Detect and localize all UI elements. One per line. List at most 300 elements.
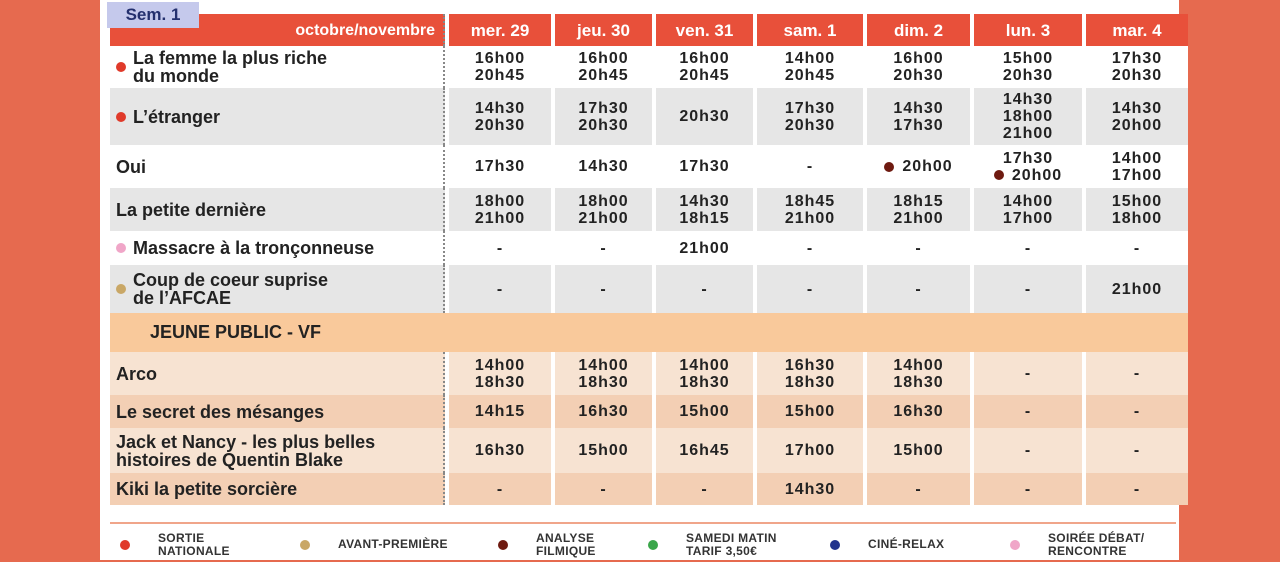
showtime	[679, 158, 729, 175]
showtime-text: 17h30	[474, 158, 526, 175]
showtime	[1025, 365, 1031, 382]
showtime-cell	[1086, 231, 1188, 265]
showtime-cell	[757, 352, 863, 395]
showtime-text: -	[1133, 365, 1141, 382]
showtime-cell	[757, 395, 863, 428]
showtime-text: -	[1133, 403, 1141, 420]
showtime	[915, 281, 921, 298]
showtime-cell	[656, 265, 753, 313]
showtime-text: 14h00	[893, 356, 944, 374]
film-title	[110, 352, 445, 395]
showtime-cell	[555, 265, 652, 313]
showtime-text: 16h45	[679, 442, 730, 459]
showtime	[893, 374, 943, 391]
showtime-cell	[974, 145, 1082, 188]
showtime-list	[994, 150, 1062, 184]
showtime-cell	[449, 46, 551, 88]
week-tab: Sem. 1	[107, 2, 199, 28]
showtime-cell	[1086, 265, 1188, 313]
showtime-list	[578, 100, 628, 134]
header-day: mer. 29	[449, 14, 551, 46]
showtime	[893, 193, 943, 210]
showtime	[785, 100, 835, 117]
showtime-list	[1025, 365, 1031, 382]
showtime-list	[1025, 403, 1031, 420]
showtime-cell	[757, 145, 863, 188]
schedule-grid	[110, 14, 1176, 505]
analyse-filmique-dot-icon	[994, 170, 1004, 180]
showtime-text: 20h45	[578, 67, 629, 84]
showtime-list	[475, 442, 525, 459]
showtime-cell	[974, 188, 1082, 231]
showtime-cell	[757, 188, 863, 231]
showtime	[893, 442, 943, 459]
showtime-list	[807, 240, 813, 257]
showtime-list	[785, 403, 835, 420]
showtime	[785, 193, 835, 210]
film-title-line2: du monde	[133, 66, 219, 86]
showtime-text: 14h00	[474, 356, 526, 374]
showtime-list	[785, 357, 835, 391]
showtime-cell	[757, 88, 863, 145]
showtime-text: 14h00	[784, 50, 836, 67]
showtime-cell	[555, 352, 652, 395]
showtime-cell	[555, 473, 652, 505]
showtime-text: 20h00	[1111, 116, 1163, 134]
showtime-text: 21h00	[1002, 125, 1054, 142]
showtime-text: 17h00	[784, 442, 836, 459]
showtime	[578, 210, 628, 227]
film-title-text	[116, 158, 146, 176]
showtime-text: 14h00	[679, 356, 730, 374]
showtime-cell	[656, 231, 753, 265]
showtime-text: 18h00	[474, 192, 526, 210]
showtime-cell	[974, 352, 1082, 395]
showtime-cell	[449, 231, 551, 265]
film-title-line1: Le secret des mésanges	[116, 401, 325, 422]
showtime	[1112, 281, 1162, 298]
showtime-text: -	[496, 480, 504, 498]
showtime-list	[1112, 281, 1162, 298]
showtime-cell	[555, 145, 652, 188]
legend-dot-icon	[120, 540, 130, 550]
showtime-text: 15h00	[1111, 192, 1163, 210]
showtime-list	[1134, 403, 1140, 420]
showtime-text: 17h30	[1002, 149, 1054, 167]
showtime	[893, 67, 943, 84]
showtime-list	[1003, 91, 1053, 142]
showtime-list	[915, 481, 921, 498]
showtime-list	[578, 403, 628, 420]
showtime-cell	[867, 352, 970, 395]
showtime-text: -	[1133, 480, 1141, 498]
showtime	[915, 240, 921, 257]
showtime-list	[807, 158, 813, 175]
showtime	[785, 481, 835, 498]
showtime-text: -	[1024, 239, 1032, 257]
legend-dot-icon	[648, 540, 658, 550]
showtime-cell	[1086, 473, 1188, 505]
analyse-filmique-dot-icon	[884, 162, 894, 172]
showtime-list	[578, 442, 628, 459]
showtime-text: 16h30	[474, 442, 526, 459]
showtime-text: 14h30	[1111, 99, 1163, 117]
legend-label	[338, 538, 458, 551]
legend-label-line1: SOIRÉE DÉBAT/	[1048, 531, 1145, 545]
legend-dot-icon	[300, 540, 310, 550]
showtime-list	[578, 193, 628, 227]
film-title-line2: de l’AFCAE	[133, 288, 232, 308]
film-title-text	[133, 49, 327, 85]
showtime	[475, 357, 525, 374]
showtime-list	[679, 158, 729, 175]
film-title	[110, 88, 445, 145]
legend-item	[120, 532, 278, 558]
showtime-cell	[867, 46, 970, 88]
showtime-list	[915, 240, 921, 257]
legend-label-line1: ANALYSE	[536, 531, 595, 545]
legend-label	[1048, 532, 1168, 558]
showtime-list	[679, 357, 729, 391]
showtime-text: 14h30	[474, 99, 526, 117]
showtime-text: -	[1024, 403, 1032, 420]
showtime-cell	[449, 145, 551, 188]
showtime-text: 14h30	[893, 99, 944, 117]
showtime	[785, 67, 835, 84]
film-title	[110, 265, 445, 313]
showtime-cell	[867, 428, 970, 473]
showtime-list	[578, 50, 628, 84]
showtime-cell	[555, 188, 652, 231]
showtime-text: -	[806, 158, 814, 175]
showtime-list	[1025, 281, 1031, 298]
showtime-text: -	[1024, 365, 1032, 382]
showtime	[1003, 125, 1053, 142]
showtime	[807, 240, 813, 257]
showtime-text: -	[1133, 442, 1141, 459]
showtime-text: -	[496, 239, 504, 257]
showtime-text: 20h30	[1002, 67, 1054, 84]
legend-item	[1010, 532, 1168, 558]
showtime-text: -	[1024, 442, 1032, 459]
showtime-text: -	[701, 280, 708, 298]
showtime	[785, 374, 835, 391]
film-title	[110, 46, 445, 88]
showtime-text: 18h15	[893, 192, 944, 210]
showtime-text: 18h15	[679, 209, 730, 227]
legend-label-line1: CINÉ-RELAX	[868, 537, 945, 551]
showtime	[893, 100, 943, 117]
showtime-list	[1112, 193, 1162, 227]
film-category-dot-icon	[116, 112, 126, 122]
showtime-list	[785, 100, 835, 134]
showtime-cell	[1086, 428, 1188, 473]
showtime	[807, 158, 813, 175]
showtime-cell	[757, 473, 863, 505]
showtime-text: 20h45	[474, 67, 526, 84]
showtime-list	[679, 442, 729, 459]
showtime-text: -	[600, 280, 607, 298]
showtime	[785, 357, 835, 374]
showtime-list	[1134, 442, 1140, 459]
showtime-list	[915, 281, 921, 298]
film-title-line1: Arco	[116, 363, 158, 384]
showtime-cell	[757, 428, 863, 473]
showtime-text: 14h15	[474, 403, 526, 420]
showtime	[785, 403, 835, 420]
legend-item	[830, 538, 988, 551]
showtime-text: 14h30	[784, 480, 836, 498]
showtime	[578, 117, 628, 134]
film-title	[110, 473, 445, 505]
legend	[110, 522, 1176, 562]
showtime	[893, 50, 943, 67]
showtime-text: -	[806, 239, 814, 257]
legend-item	[498, 532, 656, 558]
showtime-list	[1025, 481, 1031, 498]
showtime-list	[679, 50, 729, 84]
showtime-text: 15h00	[578, 442, 629, 459]
showtime-cell	[1086, 46, 1188, 88]
legend-label-line1: SAMEDI MATIN	[686, 531, 777, 545]
showtime-text: 21h00	[1111, 280, 1163, 298]
legend-item	[648, 532, 806, 558]
showtime-cell	[449, 352, 551, 395]
showtime-text: 21h00	[679, 239, 730, 257]
showtime	[679, 403, 729, 420]
showtime-list	[701, 481, 707, 498]
showtime	[1112, 150, 1162, 167]
film-title-text	[116, 365, 157, 383]
showtime	[600, 481, 606, 498]
film-title-line1: La petite dernière	[116, 199, 267, 220]
showtime	[1003, 108, 1053, 125]
showtime-list	[785, 193, 835, 227]
showtime	[807, 281, 813, 298]
showtime-list	[893, 100, 943, 134]
showtime	[679, 374, 729, 391]
showtime-list	[1003, 193, 1053, 227]
showtime	[475, 442, 525, 459]
showtime	[1134, 442, 1140, 459]
showtime-text: 18h00	[1002, 108, 1054, 125]
showtime-cell	[867, 395, 970, 428]
showtime-list	[578, 158, 628, 175]
showtime-cell	[867, 265, 970, 313]
showtime	[475, 67, 525, 84]
showtime-text: 18h30	[578, 373, 629, 391]
showtime-text: 18h45	[784, 192, 836, 210]
film-title-line1: L’étranger	[133, 106, 221, 127]
film-title-line1: Kiki la petite sorcière	[116, 479, 298, 499]
showtime-text: 20h30	[578, 116, 629, 134]
showtime-text: -	[915, 280, 922, 298]
showtime-text: 16h30	[784, 356, 836, 374]
showtime-cell	[867, 473, 970, 505]
showtime-text: -	[600, 239, 607, 257]
showtime-list	[785, 442, 835, 459]
film-title	[110, 428, 445, 473]
showtime	[1025, 281, 1031, 298]
showtime	[578, 357, 628, 374]
showtime	[893, 357, 943, 374]
showtime-text: 20h30	[474, 116, 526, 134]
showtime	[701, 281, 707, 298]
showtime-cell	[656, 428, 753, 473]
film-title	[110, 231, 445, 265]
showtime-text: 20h30	[1111, 67, 1163, 84]
showtime	[578, 67, 628, 84]
film-title	[110, 145, 445, 188]
film-title-text	[133, 271, 328, 307]
showtime-text: 16h30	[893, 403, 944, 420]
showtime-list	[1112, 100, 1162, 134]
showtime-text: 21h00	[784, 209, 836, 227]
showtime	[679, 108, 729, 125]
film-title-text	[116, 433, 375, 469]
showtime	[893, 210, 943, 227]
showtime-cell	[974, 265, 1082, 313]
showtime-text: -	[915, 480, 922, 498]
showtime-text: 20h00	[1011, 166, 1063, 184]
showtime-text: 18h00	[1111, 209, 1163, 227]
showtime-list	[1134, 365, 1140, 382]
showtime	[679, 442, 729, 459]
showtime-cell	[1086, 352, 1188, 395]
showtime-cell	[449, 395, 551, 428]
legend-label-line2: RENCONTRE	[1048, 544, 1127, 558]
showtime-text: 16h00	[893, 50, 944, 67]
showtime	[1134, 365, 1140, 382]
showtime-cell	[656, 188, 753, 231]
showtime	[578, 442, 628, 459]
legend-label-line2: NATIONALE	[158, 544, 230, 558]
showtime	[884, 158, 952, 175]
legend-label-line1: AVANT-PREMIÈRE	[338, 537, 448, 551]
header-month: octobre/novembre	[110, 14, 445, 46]
showtime	[1025, 442, 1031, 459]
showtime	[1025, 403, 1031, 420]
showtime-text: 14h00	[578, 356, 629, 374]
showtime-list	[600, 240, 606, 257]
showtime	[475, 158, 525, 175]
showtime-list	[1134, 481, 1140, 498]
showtime	[679, 210, 729, 227]
showtime	[1025, 481, 1031, 498]
showtime-cell	[449, 188, 551, 231]
showtime	[497, 481, 503, 498]
showtime	[679, 240, 729, 257]
showtime-list	[497, 481, 503, 498]
showtime	[915, 481, 921, 498]
showtime-list	[785, 50, 835, 84]
showtime-text: 18h30	[679, 373, 730, 391]
showtime-list	[1025, 240, 1031, 257]
showtime-text: 15h00	[893, 442, 944, 459]
showtime-list	[600, 281, 606, 298]
showtime-list	[578, 357, 628, 391]
showtime-list	[893, 50, 943, 84]
showtime	[1112, 167, 1162, 184]
showtime	[1112, 193, 1162, 210]
showtime-list	[475, 403, 525, 420]
showtime-text: 21h00	[893, 209, 944, 227]
showtime-list	[893, 442, 943, 459]
showtime	[994, 150, 1062, 167]
showtime-list	[475, 100, 525, 134]
showtime	[475, 100, 525, 117]
showtime-cell	[1086, 88, 1188, 145]
showtime	[1003, 67, 1053, 84]
showtime-text: 14h30	[578, 158, 629, 175]
showtime-cell	[555, 428, 652, 473]
showtime	[1134, 403, 1140, 420]
showtime-cell	[555, 46, 652, 88]
showtime	[1025, 240, 1031, 257]
showtime-text: 17h30	[679, 158, 730, 175]
showtime-cell	[555, 88, 652, 145]
showtime-cell	[867, 231, 970, 265]
film-title	[110, 188, 445, 231]
showtime-list	[600, 481, 606, 498]
showtime-cell	[867, 188, 970, 231]
showtime-text: 18h30	[784, 373, 836, 391]
film-title-line1: Coup de coeur suprise	[133, 270, 329, 290]
film-title-text	[116, 201, 266, 219]
showtime	[497, 281, 503, 298]
showtime-cell	[449, 88, 551, 145]
showtime-text: 20h45	[679, 67, 730, 84]
legend-dot-icon	[498, 540, 508, 550]
header-day: ven. 31	[656, 14, 753, 46]
legend-label-line1: SORTIE	[158, 531, 205, 545]
film-title-line1: La femme la plus riche	[133, 48, 328, 68]
header-day: jeu. 30	[555, 14, 652, 46]
showtime-text: 16h00	[679, 50, 730, 67]
showtime-text: 15h00	[679, 403, 730, 420]
film-title-text	[116, 480, 297, 498]
showtime-text: 17h00	[1002, 209, 1054, 227]
legend-label	[158, 532, 278, 558]
showtime	[1003, 50, 1053, 67]
film-title-text	[133, 239, 374, 257]
showtime-text: 14h30	[1002, 91, 1054, 108]
showtime-cell	[1086, 188, 1188, 231]
showtime	[578, 193, 628, 210]
showtime	[578, 158, 628, 175]
showtime	[600, 240, 606, 257]
showtime	[679, 357, 729, 374]
film-title-line2: histoires de Quentin Blake	[116, 449, 344, 470]
showtime-cell	[757, 265, 863, 313]
showtime-text: 14h00	[1002, 192, 1054, 210]
showtime	[679, 193, 729, 210]
showtime-text: 17h00	[1111, 166, 1163, 184]
showtime-cell	[974, 395, 1082, 428]
showtime-list	[679, 240, 729, 257]
showtime-cell	[449, 265, 551, 313]
showtime	[1134, 240, 1140, 257]
showtime-list	[893, 403, 943, 420]
showtime	[1003, 193, 1053, 210]
showtime-text: 21h00	[474, 209, 526, 227]
legend-label-line2: TARIF 3,50€	[686, 544, 758, 558]
showtime-text: 18h00	[578, 192, 629, 210]
showtime-cell	[974, 46, 1082, 88]
showtime	[1112, 67, 1162, 84]
showtime	[1112, 50, 1162, 67]
showtime-text: 17h30	[1111, 50, 1163, 67]
